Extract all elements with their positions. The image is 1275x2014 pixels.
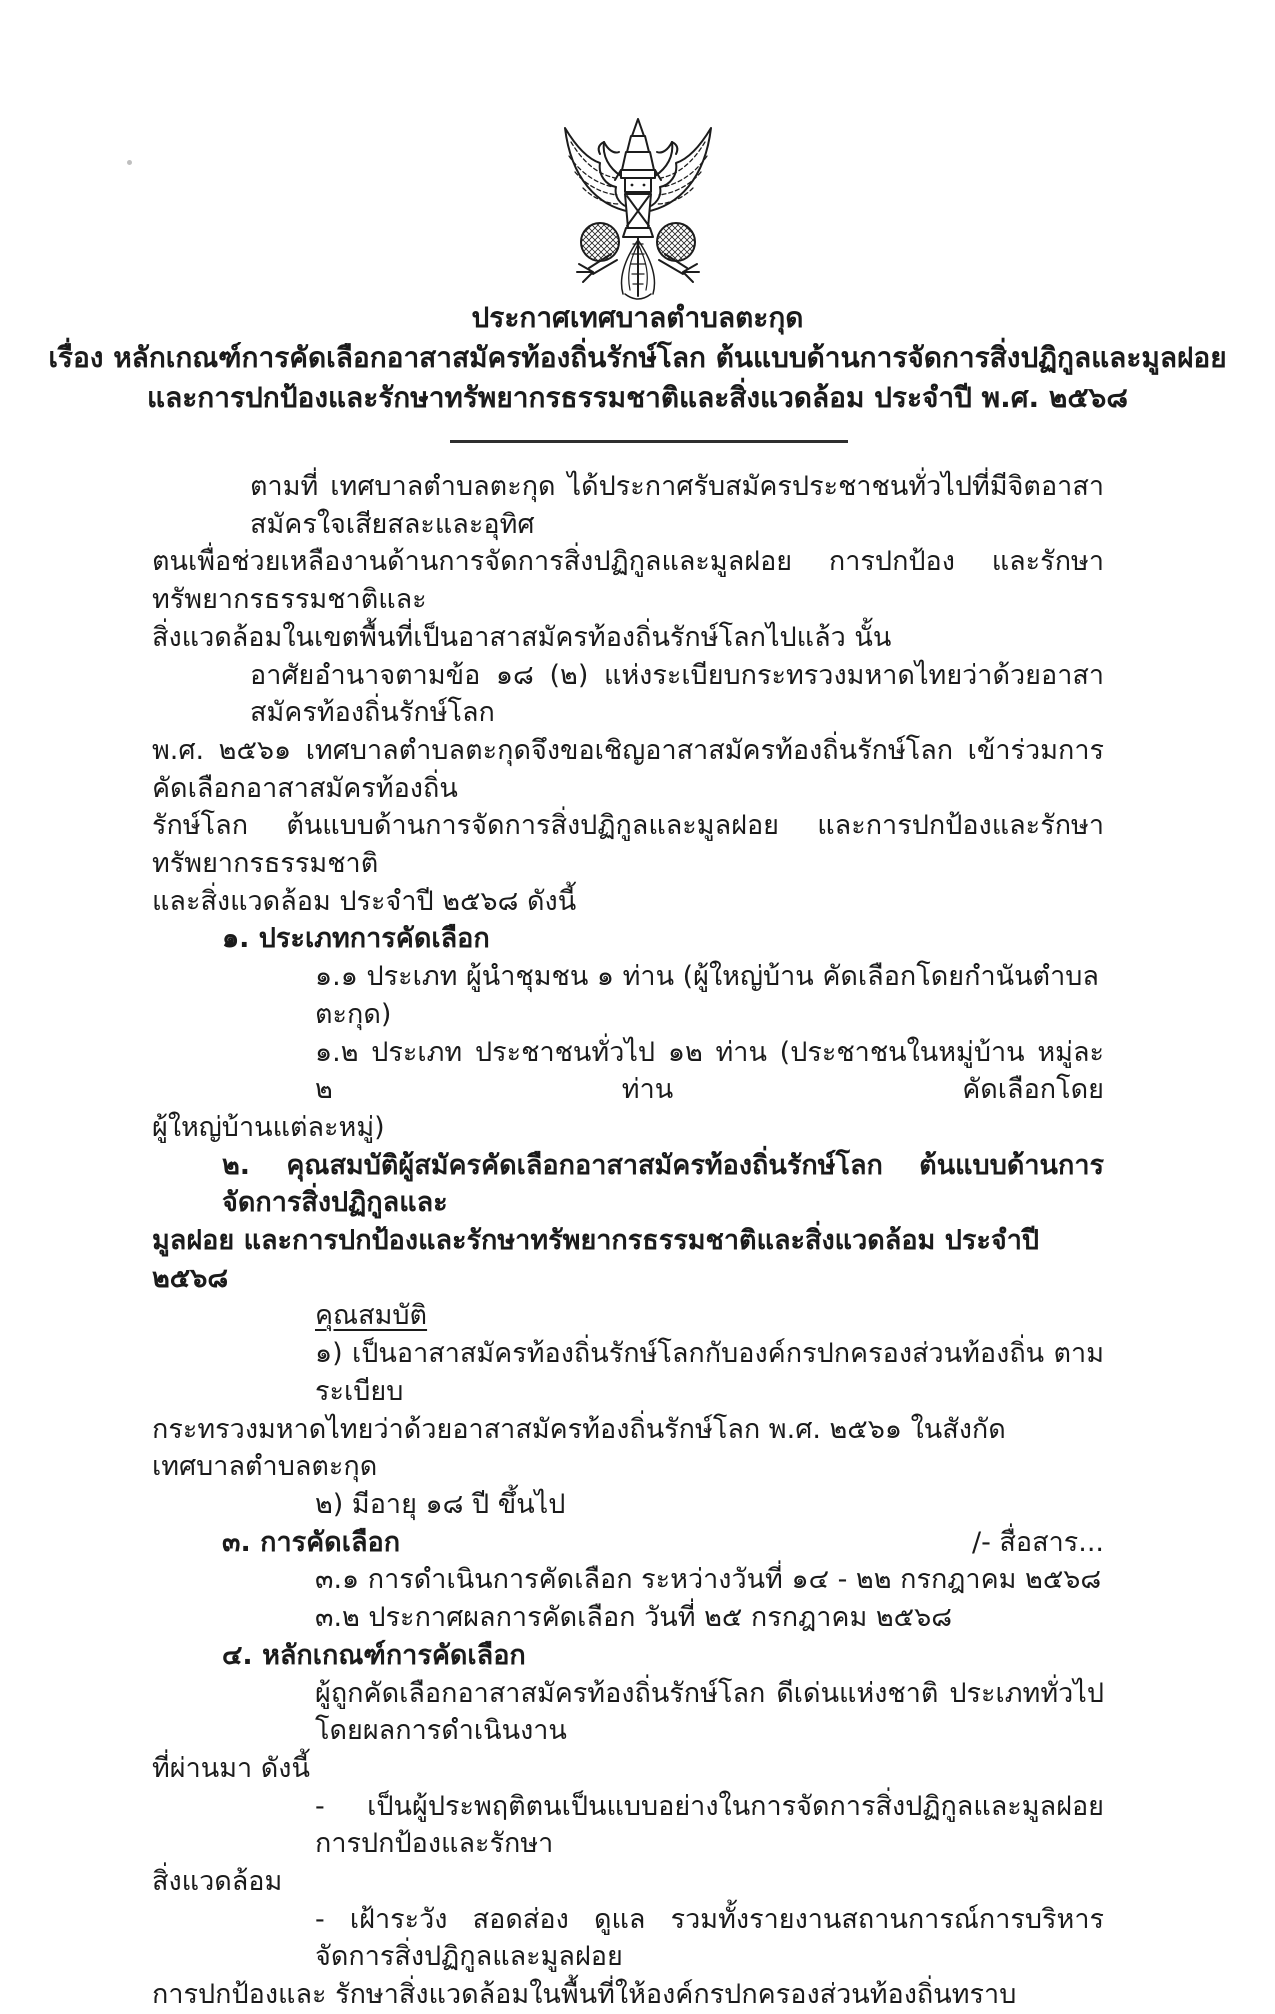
section-2-heading-cont: มูลฝอย และการปกป้องและรักษาทรัพยากรธรรมชาติและสิ่งแวดล้อม ประจำปี ๒๕๖๘ (152, 1225, 1040, 1294)
paragraph-2-line-3: รักษ์โลก ต้นแบบด้านการจัดการสิ่งปฏิกูลและมูลฝอย และการปกป้องและรักษาทรัพยากรธรรมชาติ (152, 810, 1104, 880)
section-2-heading: ๒. คุณสมบัติผู้สมัครคัดเลือกอาสาสมัครท้องถิ่นรักษ์โลก ต้นแบบด้านการจัดการสิ่งปฏิกูลและ (222, 1149, 1104, 1219)
section-1-heading: ๑. ประเภทการคัดเลือก (222, 923, 490, 955)
criteria-bullet-1-cont: สิ่งแวดล้อม (152, 1866, 283, 1898)
paragraph-1-line-3: สิ่งแวดล้อมในเขตพื้นที่เป็นอาสาสมัครท้องถิ่นรักษ์โลกไปแล้ว นั้น (152, 621, 892, 653)
page-continuation-note: /- สื่อสาร... (971, 1527, 1104, 1558)
item-1-2-cont: ผู้ใหญ่บ้านแต่ละหมู่) (152, 1111, 385, 1143)
document-body (152, 468, 1104, 2014)
item-1-2: ๑.๒ ประเภท ประชาชนทั่วไป ๑๒ ท่าน (ประชาชนในหมู่บ้าน หมู่ละ ๒ ท่าน คัดเลือกโดย (315, 1036, 1104, 1106)
criteria-bullet-2: - เฝ้าระวัง สอดส่อง ดูแล รวมทั้งรายงานสถานการณ์การบริหารจัดการสิ่งปฏิกูลและมูลฝอย (315, 1903, 1104, 1973)
subject-line-2: และการปกป้องและรักษาทรัพยากรธรรมชาติและสิ่งแวดล้อม ประจำปี พ.ศ. ๒๕๖๘ (147, 381, 1128, 414)
thai-garuda-national-emblem-icon (553, 114, 723, 302)
criteria-intro-cont: ที่ผ่านมา ดังนี้ (152, 1752, 310, 1784)
section-4-heading: ๔. หลักเกณฑ์การคัดเลือก (222, 1639, 526, 1671)
qualification-1: ๑) เป็นอาสาสมัครท้องถิ่นรักษ์โลกกับองค์กรปกครองส่วนท้องถิ่น ตามระเบียบ (315, 1338, 1104, 1407)
item-3-1: ๓.๑ การดำเนินการคัดเลือก ระหว่างวันที่ ๑๔ - ๒๒ กรกฎาคม ๒๕๖๘ (315, 1564, 1102, 1596)
criteria-bullet-1: - เป็นผู้ประพฤติตนเป็นแบบอย่างในการจัดการสิ่งปฏิกูลและมูลฝอย การปกป้องและรักษา (315, 1790, 1104, 1860)
item-3-2: ๓.๒ ประกาศผลการคัดเลือก วันที่ ๒๕ กรกฎาคม ๒๕๖๘ (315, 1602, 953, 1634)
paragraph-2-line-4: และสิ่งแวดล้อม ประจำปี ๒๕๖๘ ดังนี้ (152, 885, 577, 917)
title-divider-rule (450, 440, 848, 443)
scan-speck (127, 160, 132, 165)
criteria-bullet-2-cont: การปกป้องและ รักษาสิ่งแวดล้อมในพื้นที่ให้องค์กรปกครองส่วนท้องถิ่นทราบ (152, 1979, 1017, 2011)
section-3-heading: ๓. การคัดเลือก (222, 1526, 401, 1558)
paragraph-2-line-2: พ.ศ. ๒๕๖๑ เทศบาลตำบลตะกุดจึงขอเชิญอาสาสมัครท้องถิ่นรักษ์โลก เข้าร่วมการคัดเลือกอาสาสมัครท้องถิ่น (152, 734, 1104, 804)
paragraph-2-line-1: อาศัยอำนาจตามข้อ ๑๘ (๒) แห่งระเบียบกระทรวงมหาดไทยว่าด้วยอาสาสมัครท้องถิ่นรักษ์โลก (250, 659, 1104, 729)
paragraph-1-line-1: ตามที่ เทศบาลตำบลตะกุด ได้ประกาศรับสมัครประชาชนทั่วไปที่มีจิตอาสา สมัครใจเสียสละและอุทิศ (250, 471, 1104, 540)
announcement-title: ประกาศเทศบาลตำบลตะกุด (471, 301, 804, 334)
qualifications-label: คุณสมบัติ (315, 1300, 428, 1332)
paragraph-1-line-2: ตนเพื่อช่วยเหลืองานด้านการจัดการสิ่งปฏิกูลและมูลฝอย การปกป้อง และรักษา ทรัพยากรธรรมชาติและ (152, 546, 1104, 616)
document-title-block (0, 298, 1275, 418)
criteria-intro: ผู้ถูกคัดเลือกอาสาสมัครท้องถิ่นรักษ์โลก ดีเด่นแห่งชาติ ประเภททั่วไป โดยผลการดำเนินงาน (315, 1677, 1104, 1747)
subject-line-1: เรื่อง หลักเกณฑ์การคัดเลือกอาสาสมัครท้องถิ่นรักษ์โลก ต้นแบบด้านการจัดการสิ่งปฏิกูลและมูลฝอย (48, 341, 1227, 374)
qualification-1-cont: กระทรวงมหาดไทยว่าด้วยอาสาสมัครท้องถิ่นรักษ์โลก พ.ศ. ๒๕๖๑ ในสังกัด เทศบาลตำบลตะกุด (152, 1413, 1006, 1483)
qualification-2: ๒) มีอายุ ๑๘ ปี ขึ้นไป (315, 1488, 566, 1520)
item-1-1: ๑.๑ ประเภท ผู้นำชุมชน ๑ ท่าน (ผู้ใหญ่บ้าน คัดเลือกโดยกำนันตำบลตะกุด) (315, 961, 1099, 1030)
